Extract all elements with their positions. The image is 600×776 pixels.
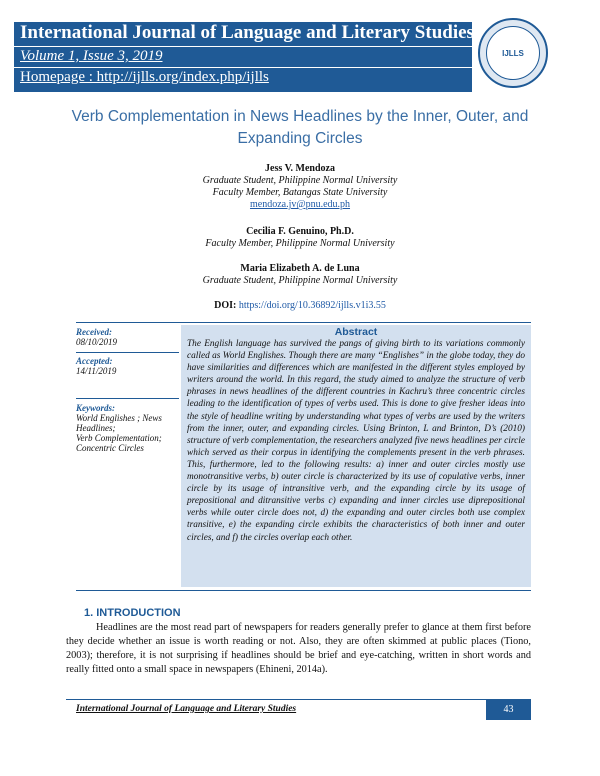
keyword-line: Verb Complementation; <box>76 433 162 443</box>
journal-seal-logo <box>478 18 548 88</box>
meta-top-rule <box>76 322 531 323</box>
author-name: Cecilia F. Genuino, Ph.D. <box>246 226 354 237</box>
keyword-line: Headlines; <box>76 423 116 433</box>
paper-title-line1: Verb Complementation in News Headlines by the Inner, Outer, and <box>71 108 529 125</box>
received-block <box>76 327 117 347</box>
abstract-box <box>181 325 531 587</box>
keywords-label: Keywords: <box>76 403 115 413</box>
journal-title: International Journal of Language and Literary Studies <box>20 22 474 43</box>
author-affiliation: Faculty Member, Philippine Normal University <box>205 238 395 249</box>
article-meta-sidebar <box>76 325 179 587</box>
abstract-heading: Abstract <box>334 326 378 338</box>
author-email-link[interactable]: mendoza.jv@pnu.edu.ph <box>249 199 351 210</box>
author-name: Jess V. Mendoza <box>265 163 335 174</box>
received-date: 08/10/2019 <box>76 337 118 347</box>
journal-banner <box>14 22 472 92</box>
paper-title <box>40 106 560 150</box>
abstract-text: The English language has survived the pangs of giving birth to its variations commonly called as World Englishes. Though there are many “Englishes” in the globe today, they do have similarities and differences which are manifested in the different styles employed by writers around the world. In this regard, the study aimed to analyze the structure of verb phrases in news headlines of the different countries in Kachru’s three concentric circles leading to the identification of types of verbs used. This is done to give fresher ideas into the style of headline writing by understanding what types of verbs are used by the writers from the inner, outer, and expanding circles. Using Brinton, L and Brinton, D’s (2010) structure of verb complementation, the researchers analyzed five news headlines per circle which served as their corpus in identifying the complements present in the verb phrases. This, furthermore, led to the following results: a) inner and outer circles mostly use monotransitive verbs, b) outer circle is characterized by its use of copulative verbs, inner circle by its usage of intransitive verb, and the expanding circle by its usage of prepositional and ditransitive verbs c) expanding and inner circles use diprepositional verbs while outer circle does not, d) the expanding and outer circles both use complex transitive, e) the expanding circle exhibits the characteristics of both inner and outer circles, and f) the circles overlap each other. <box>187 339 525 543</box>
keywords-block <box>76 403 162 453</box>
volume-issue: Volume 1, Issue 3, 2019 <box>20 48 163 64</box>
author-name: Maria Elizabeth A. de Luna <box>240 263 360 274</box>
body-paragraph: Headlines are the most read part of newspapers for readers generally prefer to glance at them first before they decide whether an issue is worth reading or not. Also, they are often skimmed at public places (Tiono, 2003); therefore, it is not surprising if headlines should be brief and eye-catching, written in short words and really fitted onto a small space in newspapers (Ehineni, 2014a). <box>66 622 531 675</box>
section-heading: 1. INTRODUCTION <box>84 607 181 619</box>
seal-text: IJLLS <box>502 49 524 58</box>
received-label: Received: <box>76 327 112 337</box>
accepted-label: Accepted: <box>76 356 113 366</box>
author-block <box>40 263 560 287</box>
page-number: 43 <box>486 700 531 720</box>
author-block <box>40 163 560 211</box>
keyword-line: World Englishes ; News <box>76 413 162 423</box>
doi-line <box>40 300 560 311</box>
author-affiliation: Graduate Student, Philippine Normal University <box>202 275 398 286</box>
doi-link[interactable]: https://doi.org/10.36892/ijlls.v1i3.55 <box>238 300 386 311</box>
paper-title-line2: Expanding Circles <box>237 130 363 147</box>
author-affiliation: Faculty Member, Batangas State University <box>212 187 388 198</box>
accepted-block <box>76 356 116 376</box>
keyword-line: Concentric Circles <box>76 443 144 453</box>
footer-journal-name: International Journal of Language and Literary Studies <box>76 704 297 714</box>
homepage-link[interactable]: Homepage : http://ijlls.org/index.php/ijlls <box>20 69 269 85</box>
meta-divider <box>76 398 179 399</box>
meta-bottom-rule <box>76 590 531 591</box>
doi-label: DOI: <box>214 300 237 311</box>
author-block <box>40 226 560 250</box>
author-affiliation: Graduate Student, Philippine Normal University <box>202 175 398 186</box>
accepted-date: 14/11/2019 <box>76 366 117 376</box>
banner-divider <box>14 67 472 68</box>
footer-rule <box>66 699 531 700</box>
banner-divider <box>14 46 472 47</box>
meta-divider <box>76 352 179 353</box>
